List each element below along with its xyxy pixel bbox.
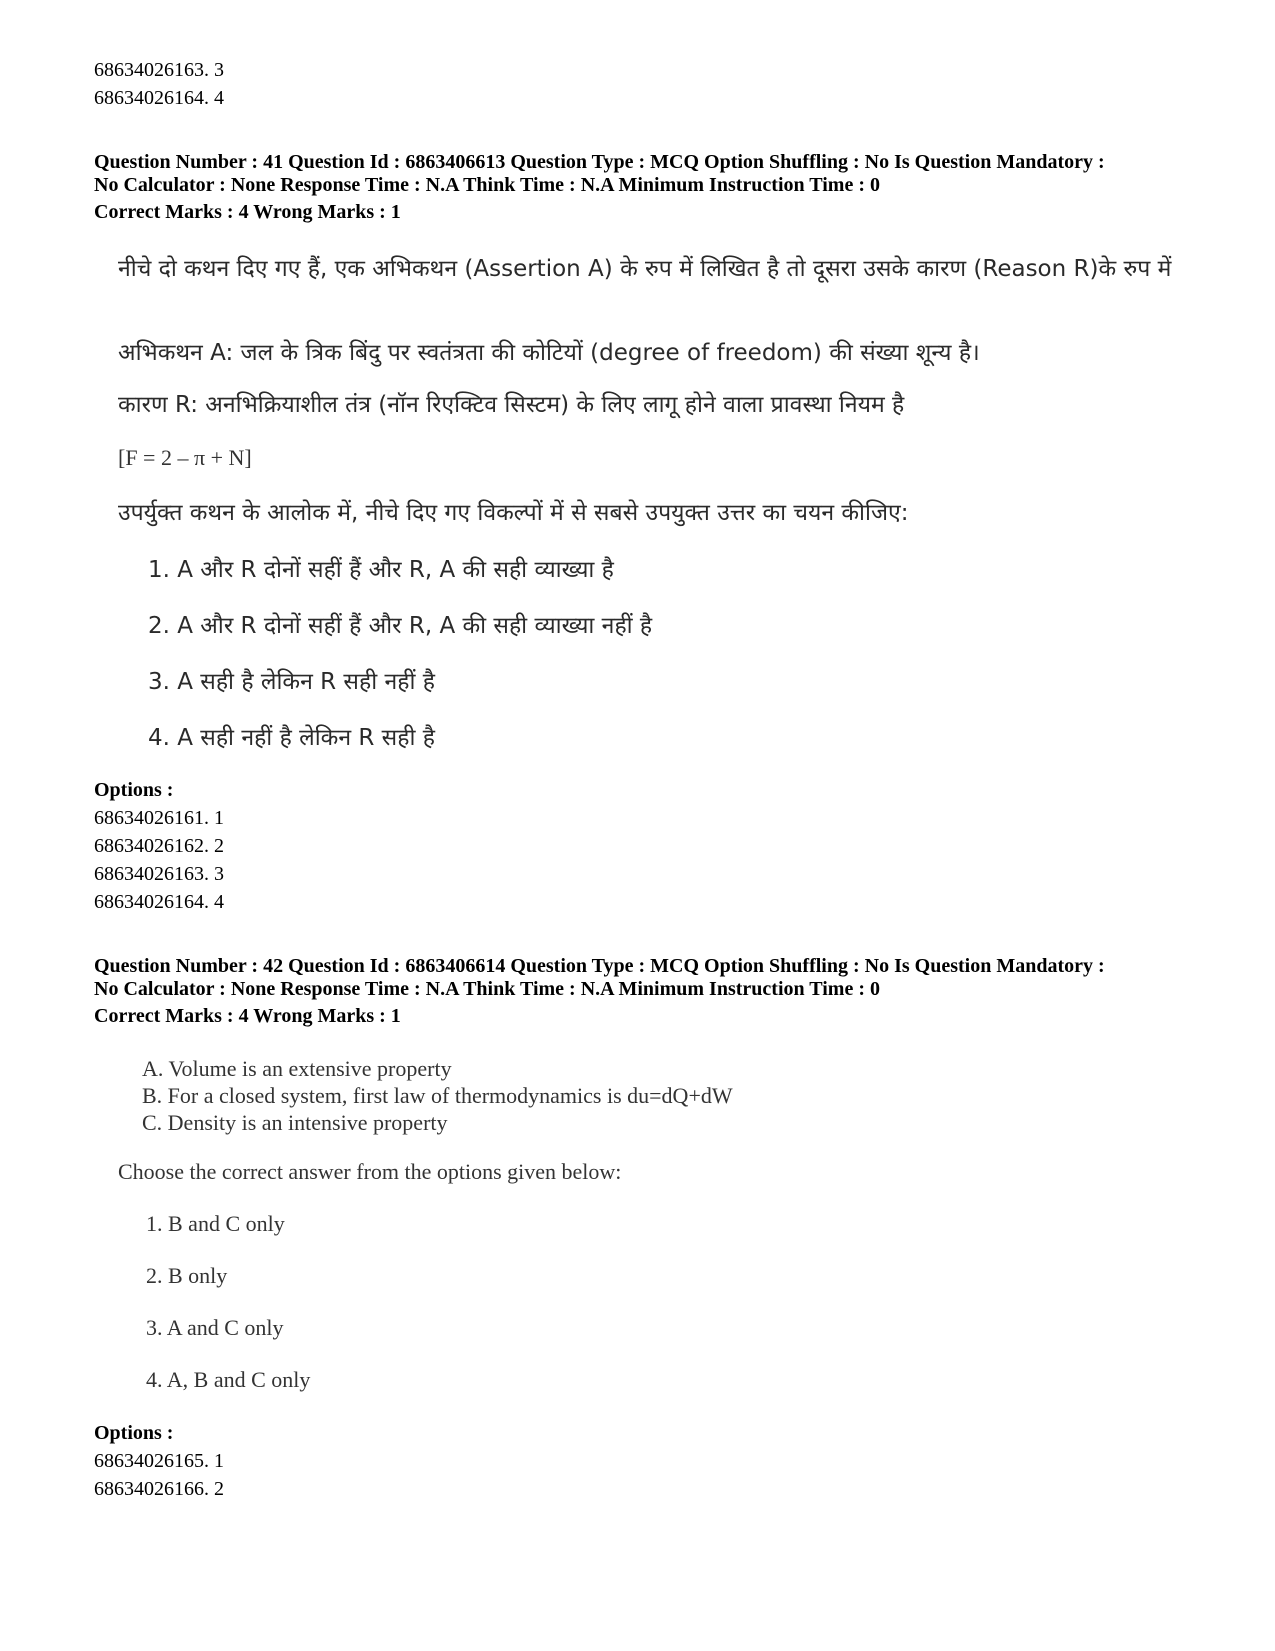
q42-marks: Correct Marks : 4 Wrong Marks : 1 [94,1005,401,1027]
option-line: 68634026165. 1 [94,1450,224,1472]
q41-choice: 3. A सही है लेकिन R सही नहीं है [148,669,435,695]
q41-marks: Correct Marks : 4 Wrong Marks : 1 [94,201,401,223]
q42-choice: 1. B and C only [146,1211,285,1236]
q42-instruction: Choose the correct answer from the options given below: [118,1159,622,1184]
option-line: 68634026161. 1 [94,807,224,829]
q41-assertion: अभिकथन A: जल के त्रिक बिंदु पर स्वतंत्रता की कोटियों (degree of freedom) की संख्या शून्य है। [118,340,980,366]
q42-statement: B. For a closed system, first law of thermodynamics is du=dQ+dW [142,1083,733,1108]
q42-header-line1: Question Number : 42 Question Id : 6863406614 Question Type : MCQ Option Shuffling : No Is Question Mandatory : [94,955,1105,977]
q42-header-line2: No Calculator : None Response Time : N.A Think Time : N.A Minimum Instruction Time : 0 [94,978,880,1000]
q41-formula: [F = 2 – π + N] [118,445,252,470]
q42-options-label: Options : [94,1422,174,1444]
q41-intro: नीचे दो कथन दिए गए हैं, एक अभिकथन (Assertion A) के रुप में लिखित है तो दूसरा उसके कारण (Reason R)के रुप में [118,256,1172,282]
option-line: 68634026162. 2 [94,835,224,857]
q42-statement: A. Volume is an extensive property [142,1056,452,1081]
q41-header-line2: No Calculator : None Response Time : N.A Think Time : N.A Minimum Instruction Time : 0 [94,174,880,196]
q41-header-line1: Question Number : 41 Question Id : 6863406613 Question Type : MCQ Option Shuffling : No Is Question Mandatory : [94,151,1105,173]
q41-reason: कारण R: अनभिक्रियाशील तंत्र (नॉन रिएक्टिव सिस्टम) के लिए लागू होने वाला प्रावस्था नियम है [118,392,905,418]
q42-choice: 3. A and C only [146,1315,284,1340]
q41-choice: 4. A सही नहीं है लेकिन R सही है [148,725,435,751]
q41-choice: 2. A और R दोनों सहीं हैं और R, A की सही व्याख्या नहीं है [148,613,653,639]
q41-options-label: Options : [94,779,174,801]
option-line: 68634026166. 2 [94,1478,224,1500]
q41-choice: 1. A और R दोनों सहीं हैं और R, A की सही व्याख्या है [148,557,614,583]
q42-choice: 2. B only [146,1263,228,1288]
option-line: 68634026164. 4 [94,87,224,109]
option-line: 68634026163. 3 [94,59,224,81]
q42-choice: 4. A, B and C only [146,1367,311,1392]
q42-statement: C. Density is an intensive property [142,1110,448,1135]
q41-instruction: उपर्युक्त कथन के आलोक में, नीचे दिए गए विकल्पों में से सबसे उपयुक्त उत्तर का चयन कीजिए: [118,500,909,526]
option-line: 68634026163. 3 [94,863,224,885]
option-line: 68634026164. 4 [94,891,224,913]
